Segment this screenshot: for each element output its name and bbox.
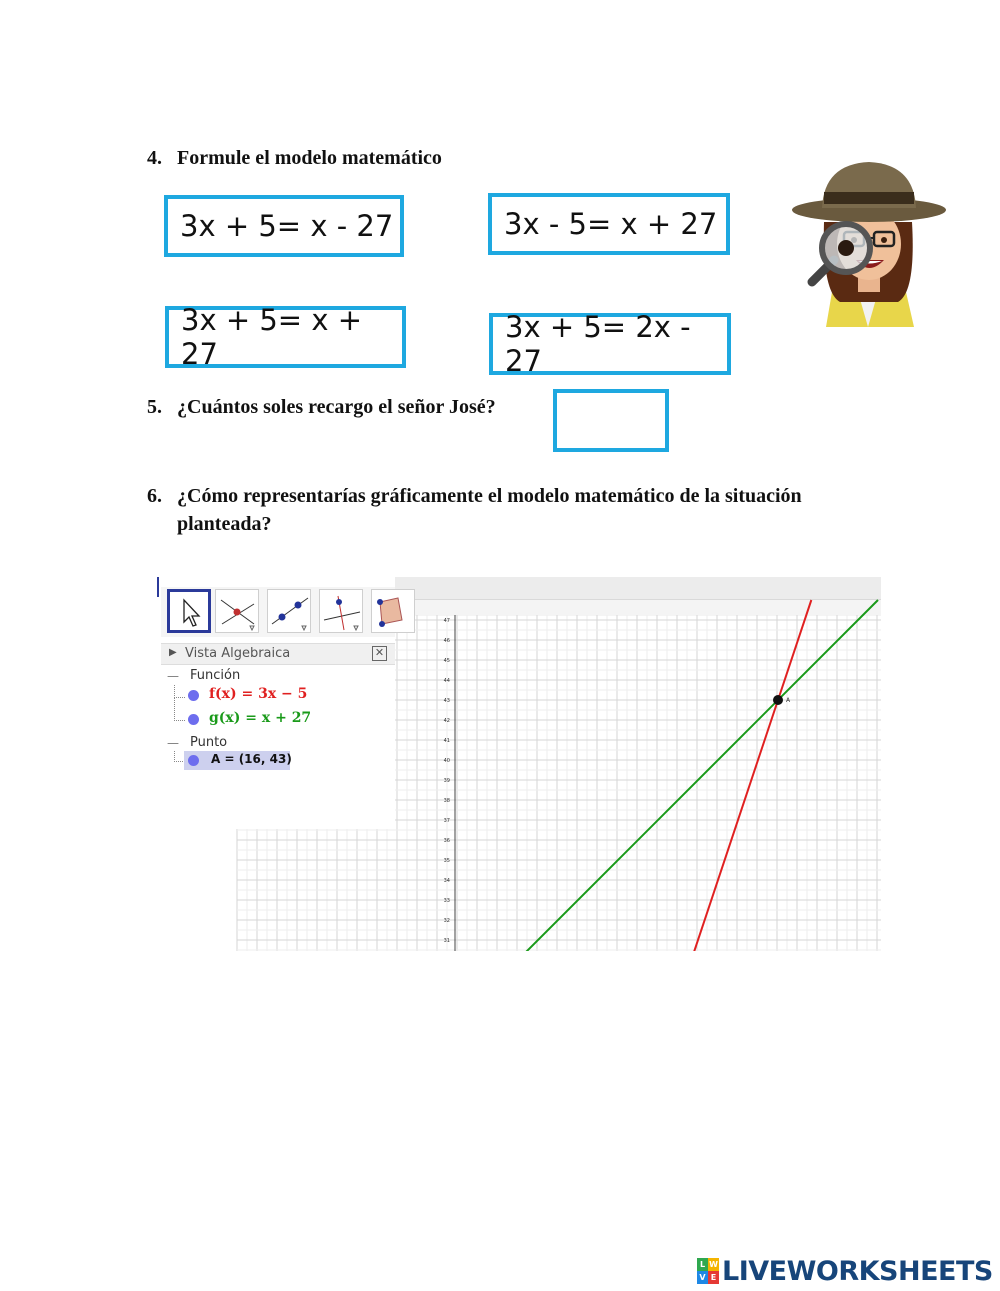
question-number: 6. [147, 485, 162, 507]
y-tick-label: 46 [443, 638, 450, 644]
y-tick-label: 35 [443, 858, 450, 864]
option-1[interactable]: 3x + 5= x - 27 [164, 195, 404, 257]
detective-avatar [788, 152, 950, 327]
line-g [518, 600, 878, 951]
point-a-definition[interactable]: A = (16, 43) [211, 752, 292, 766]
y-tick-label: 31 [443, 938, 450, 944]
line-icon [268, 590, 312, 634]
question-4 [147, 147, 442, 170]
visibility-toggle-g[interactable] [188, 714, 199, 725]
function-f-definition[interactable]: f(x) = 3x − 5 [209, 686, 308, 702]
y-tick-label: 39 [443, 778, 450, 784]
logo-tile: V [697, 1271, 708, 1284]
point-tool-button[interactable] [215, 589, 259, 633]
logo-tile: E [708, 1271, 719, 1284]
visibility-toggle-a[interactable] [188, 755, 199, 766]
point-group-label: Punto [190, 735, 228, 750]
question-text: ¿Cuántos soles recargo el señor José? [177, 396, 496, 418]
logo-text: LIVEWORKSHEETS [722, 1255, 993, 1287]
question-number: 4. [147, 147, 162, 169]
polygon-tool-button[interactable] [371, 589, 415, 633]
pointer-icon [170, 592, 214, 636]
y-tick-label: 41 [443, 738, 450, 744]
y-tick-label: 40 [443, 758, 450, 764]
y-tick-label: 33 [443, 898, 450, 904]
perpendicular-icon [320, 590, 364, 634]
logo-icon [697, 1258, 719, 1284]
y-tick-label: 44 [443, 678, 450, 684]
y-tick-label: 38 [443, 798, 450, 804]
intersection-point-a [773, 695, 783, 705]
move-tool-button[interactable] [167, 589, 211, 633]
option-2[interactable]: 3x - 5= x + 27 [488, 193, 730, 255]
intersect-icon [216, 590, 260, 634]
algebra-view-title: Vista Algebraica [185, 646, 291, 661]
option-3[interactable]: 3x + 5= x + 27 [165, 306, 406, 368]
question-6 [147, 482, 907, 538]
answer-input-box[interactable] [553, 389, 669, 452]
collapse-triangle-icon[interactable]: ▶ [169, 647, 177, 658]
tool-bar [161, 587, 395, 637]
question-number: 5. [147, 396, 162, 418]
y-tick-label: 43 [443, 698, 450, 704]
y-tick-label: 32 [443, 918, 450, 924]
y-tick-label: 42 [443, 718, 450, 724]
collapse-minus-icon[interactable]: — [167, 736, 179, 750]
point-label-a: A [786, 697, 791, 704]
perpendicular-tool-button[interactable] [319, 589, 363, 633]
question-text-line2: planteada? [177, 513, 272, 535]
collapse-minus-icon[interactable]: — [167, 669, 179, 683]
geogebra-screenshot [157, 577, 881, 951]
close-icon[interactable]: ✕ [372, 646, 387, 661]
y-tick-label: 34 [443, 878, 450, 884]
option-4[interactable]: 3x + 5= 2x - 27 [489, 313, 731, 375]
liveworksheets-logo [697, 1256, 993, 1286]
polygon-icon [372, 590, 416, 634]
algebra-view-header [161, 643, 395, 665]
line-f [691, 600, 811, 951]
y-tick-label: 37 [443, 818, 450, 824]
function-group-label: Función [190, 668, 241, 683]
y-tick-label: 47 [443, 618, 450, 624]
visibility-toggle-f[interactable] [188, 690, 199, 701]
function-g-definition[interactable]: g(x) = x + 27 [209, 710, 312, 726]
question-text: Formule el modelo matemático [177, 147, 442, 169]
algebra-panel [157, 577, 395, 829]
logo-tile: W [709, 1260, 718, 1269]
question-text-line1: ¿Cómo representarías gráficamente el modelo matemático de la situación [177, 485, 802, 507]
question-5 [147, 396, 496, 419]
y-tick-label: 45 [443, 658, 450, 664]
line-tool-button[interactable] [267, 589, 311, 633]
logo-tile: L [697, 1258, 708, 1271]
y-tick-label: 36 [443, 838, 450, 844]
